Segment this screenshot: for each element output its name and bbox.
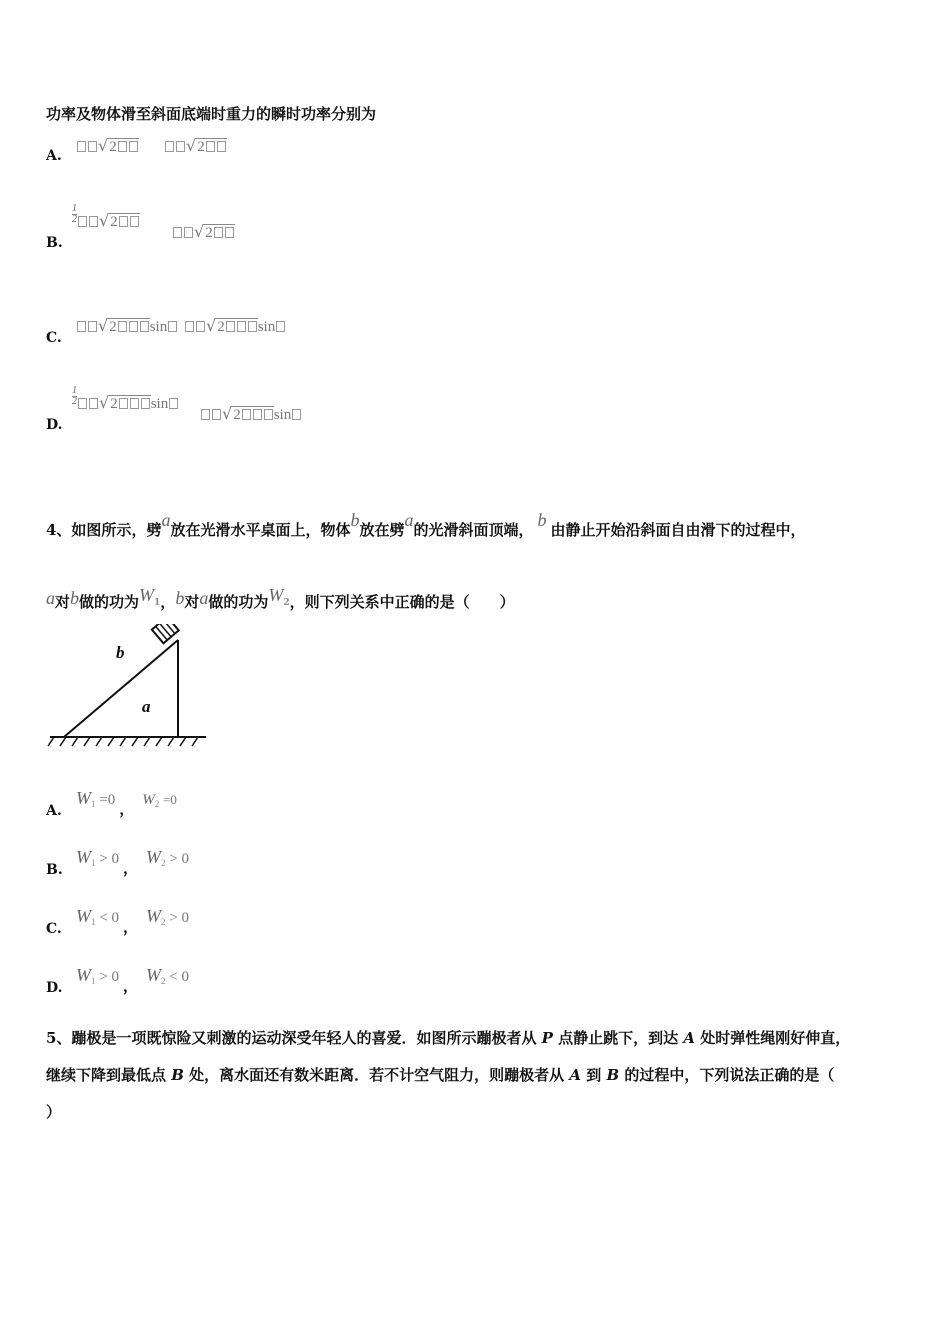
option-c-expr-1: √2 sin <box>76 316 178 336</box>
q5-line-1: 5、蹦极是一项既惊险又刺激的运动深受年轻人的喜爱．如图所示蹦极者从 P 点静止跳下，到达 A 处时弹性绳刚好伸直， <box>46 1029 851 1047</box>
intro-line: 功率及物体滑至斜面底端时重力的瞬时功率分别为 <box>46 105 377 123</box>
ground-hatching <box>48 737 198 746</box>
q4-line-1: 4、如图所示，劈a放在光滑水平桌面上，物体b放在劈a的光滑斜面顶端， b 由静止开始沿斜面自由滑下的过程中， <box>46 510 806 539</box>
option-d-expr-2: √2 sin <box>200 404 302 424</box>
option-d-expr-1: $\frac{1}{2}$ √2 sin <box>72 386 179 413</box>
q4-option-a-label: A. <box>46 803 62 819</box>
option-b-expr-2: √2 <box>172 222 235 242</box>
option-a-label: A. <box>46 148 62 164</box>
option-c-label: C. <box>46 330 62 346</box>
option-d-label: D. <box>46 417 63 433</box>
wedge-figure <box>44 624 214 754</box>
option-a-expr-1: √2 <box>76 136 139 156</box>
q5-line-2: 继续下降到最低点 B 处，离水面还有数米距离．若不计空气阻力，则蹦极者从 A 到 B 的过程中，下列说法正确的是（ <box>46 1066 835 1084</box>
q4-option-c-label: C. <box>46 921 62 937</box>
q5-line-3: ） <box>46 1103 62 1121</box>
q4-option-d-label: D. <box>46 980 63 996</box>
option-a-expr-2: √2 <box>164 136 227 156</box>
q4-option-b-label: B. <box>46 862 63 878</box>
label-b: b <box>116 643 125 662</box>
q4-option-a-expr: $W_1 =0$，$W_2 =0$ <box>76 788 177 818</box>
q4-line-2: a对b做的功为$W^1$，b对a做的功为$W^2$，则下列关系中正确的是（ ） <box>46 585 515 611</box>
block-b <box>152 624 179 643</box>
label-a: a <box>142 697 151 716</box>
q4-option-d-expr: $W_1 > 0$，$W_2 < 0$ <box>76 965 189 995</box>
q4-option-b-expr: $W_1 > 0$，$W_2 > 0$ <box>76 847 189 877</box>
q4-option-c-expr: $W_1 < 0$，$W_2 > 0$ <box>76 906 189 936</box>
option-b-label: B. <box>46 235 63 251</box>
option-c-expr-2: √2 sin <box>184 316 286 336</box>
option-b-expr-1: $\frac{1}{2}$ √2 <box>72 204 140 231</box>
